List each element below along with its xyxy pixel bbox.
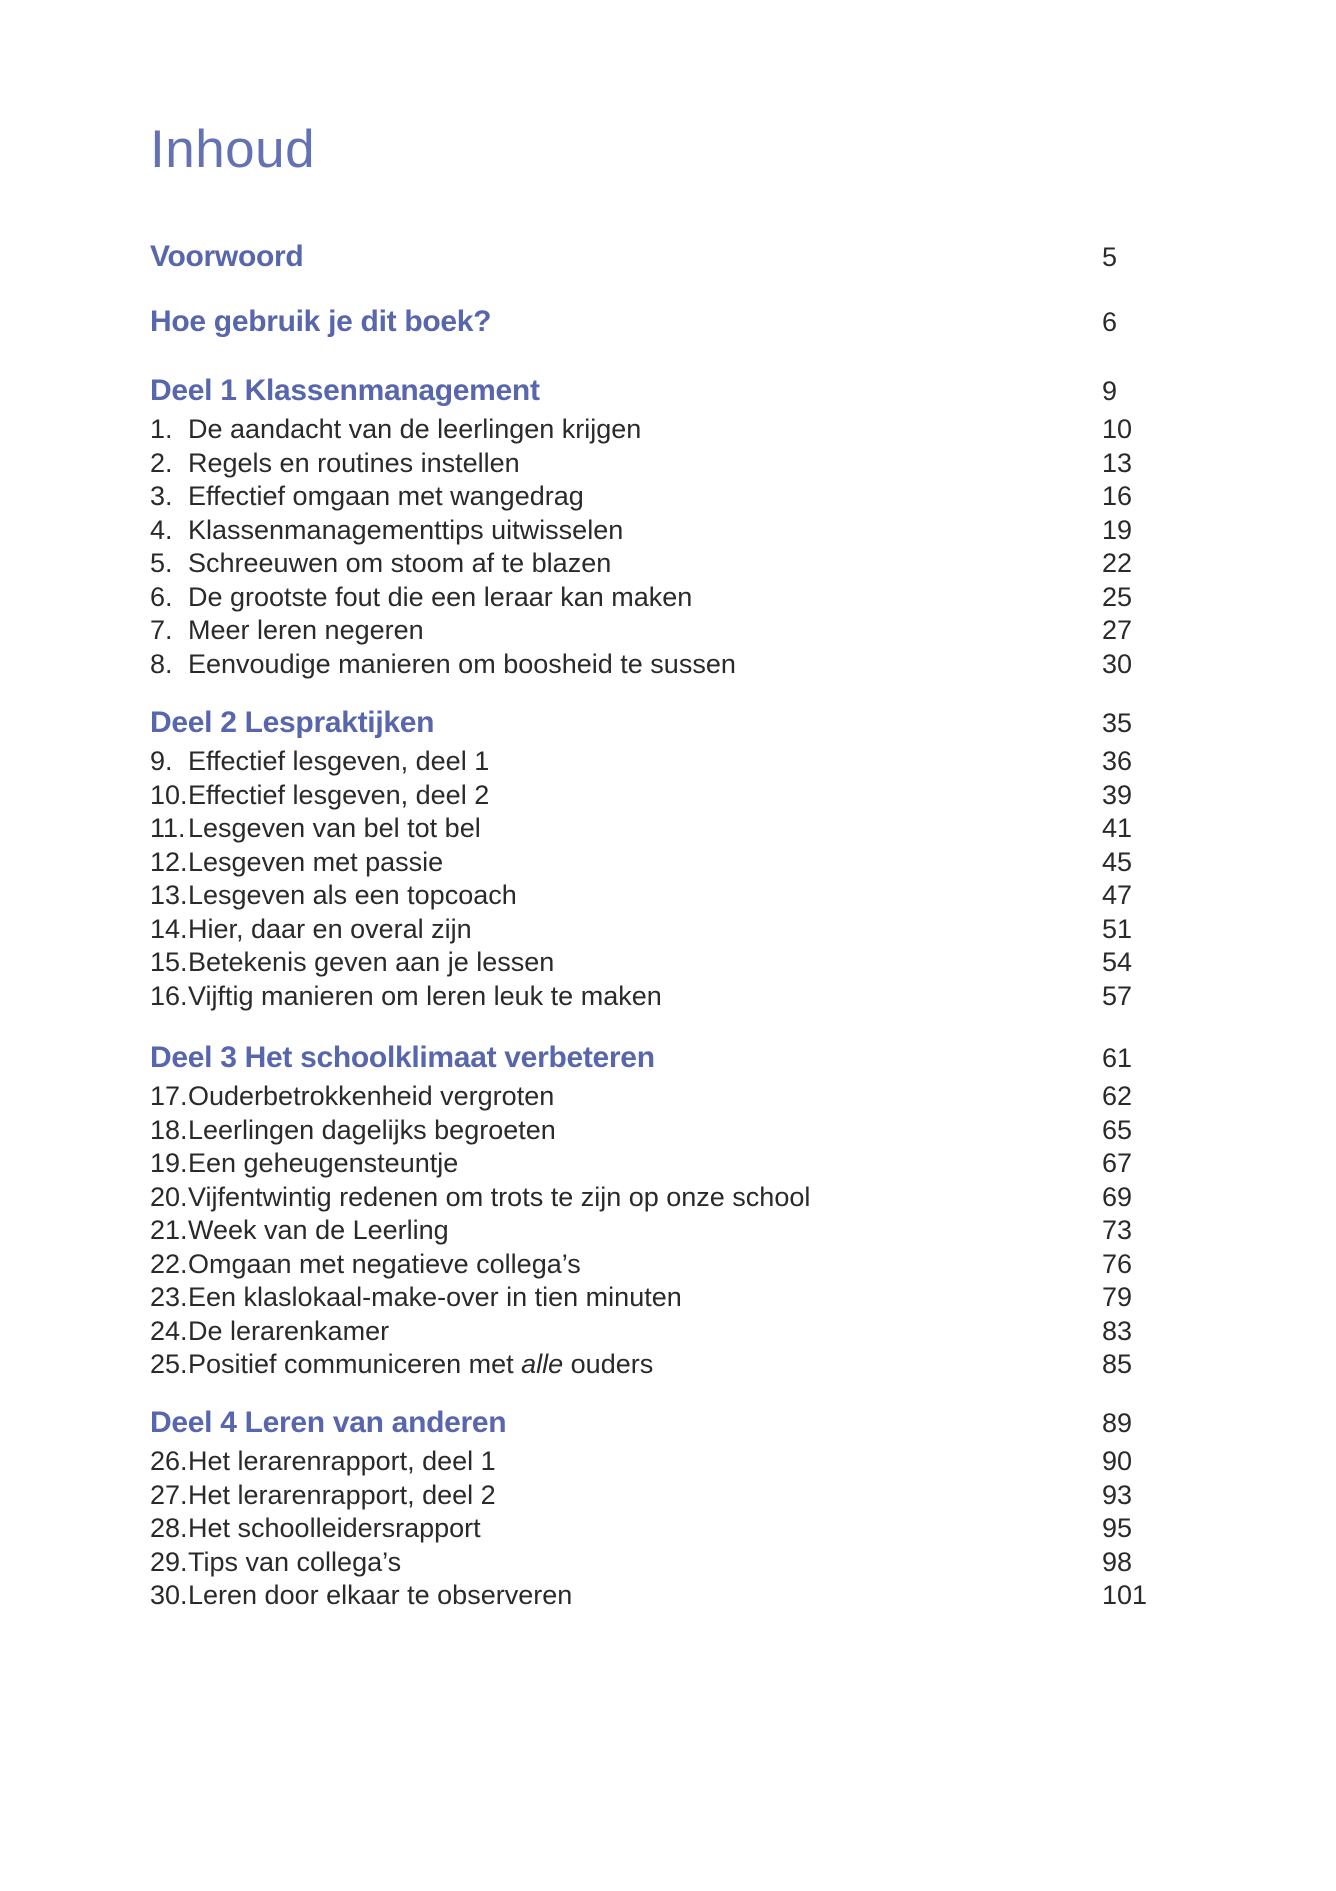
entry-title: Regels en routines instellen bbox=[188, 447, 520, 478]
entry-title: De lerarenkamer bbox=[188, 1315, 390, 1346]
toc-entry bbox=[150, 1579, 1312, 1613]
entry-page-number: 67 bbox=[1102, 1148, 1133, 1178]
entry-page-number: 51 bbox=[1102, 913, 1133, 944]
entry-number: 27. bbox=[150, 1479, 188, 1510]
toc-entry bbox=[150, 946, 1312, 980]
entry-number: 21. bbox=[150, 1215, 188, 1245]
section-heading-row bbox=[150, 704, 1312, 742]
entry-number: 13. bbox=[150, 880, 188, 910]
entry-page-number: 57 bbox=[1102, 980, 1133, 1011]
entry-page-number: 79 bbox=[1102, 1282, 1133, 1312]
entry-number: 12. bbox=[150, 846, 188, 877]
entry-number: 26. bbox=[150, 1446, 188, 1476]
entry-title: Tips van collega’s bbox=[188, 1546, 402, 1577]
toc-entry bbox=[150, 1214, 1312, 1248]
entry-page-number: 62 bbox=[1102, 1081, 1133, 1111]
entry-page-number: 47 bbox=[1102, 880, 1133, 910]
entry-number: 18. bbox=[150, 1114, 188, 1145]
entry-title: De grootste fout die een leraar kan maken bbox=[188, 581, 693, 612]
entry-number: 2. bbox=[150, 447, 173, 478]
toc-section bbox=[150, 1039, 1312, 1382]
toc-entry bbox=[150, 1445, 1312, 1479]
entry-page-number: 54 bbox=[1102, 947, 1133, 977]
entry-page-number: 39 bbox=[1102, 779, 1133, 810]
toc-entry bbox=[150, 745, 1312, 779]
section-heading: Deel 1 Klassenmanagement bbox=[150, 374, 540, 407]
entry-title-suffix: ouders bbox=[563, 1349, 654, 1379]
entry-title: Effectief omgaan met wangedrag bbox=[188, 481, 584, 511]
entry-number: 14. bbox=[150, 913, 188, 944]
entry-title: Effectief lesgeven, deel 2 bbox=[188, 779, 490, 810]
entry-title: Klassenmanagementtips uitwisselen bbox=[188, 514, 624, 545]
entry-page-number: 27 bbox=[1102, 615, 1133, 645]
entry-page-number: 61 bbox=[1102, 1043, 1133, 1073]
entry-title: Vijfentwintig redenen om trots te zijn op onze school bbox=[188, 1181, 811, 1212]
section-heading: Deel 3 Het schoolklimaat verbeteren bbox=[150, 1041, 655, 1074]
entry-title: De aandacht van de leerlingen krijgen bbox=[188, 414, 642, 444]
entry-title: Omgaan met negatieve collega’s bbox=[188, 1248, 581, 1279]
entry-title: Schreeuwen om stoom af te blazen bbox=[188, 548, 612, 578]
entry-number: 8. bbox=[150, 648, 173, 679]
entry-title: Hier, daar en overal zijn bbox=[188, 913, 472, 944]
entry-number: 3. bbox=[150, 481, 173, 511]
entry-number: 16. bbox=[150, 980, 188, 1011]
entry-title: Een geheugensteuntje bbox=[188, 1148, 459, 1178]
entry-title: Lesgeven van bel tot bel bbox=[188, 813, 481, 843]
entry-page-number: 36 bbox=[1102, 746, 1133, 776]
entry-title: Hoe gebruik je dit boek? bbox=[150, 305, 492, 338]
section-heading: Deel 4 Leren van anderen bbox=[150, 1406, 507, 1439]
entry-number: 11. bbox=[150, 813, 186, 843]
toc-entry bbox=[150, 1114, 1312, 1148]
entry-page-number: 69 bbox=[1102, 1181, 1133, 1212]
toc-entry bbox=[150, 846, 1312, 880]
entry-number: 4. bbox=[150, 514, 173, 545]
entry-number: 30. bbox=[150, 1580, 188, 1610]
entry-number: 1. bbox=[150, 414, 173, 444]
entry-number: 22. bbox=[150, 1248, 188, 1279]
toc-entry bbox=[150, 779, 1312, 813]
entry-number: 23. bbox=[150, 1282, 188, 1312]
entry-title: Meer leren negeren bbox=[188, 615, 424, 645]
toc-entry bbox=[150, 480, 1312, 514]
entry-title: Leerlingen dagelijks begroeten bbox=[188, 1114, 556, 1145]
entry-number: 6. bbox=[150, 581, 173, 612]
toc-entry bbox=[150, 913, 1312, 947]
entry-page-number: 101 bbox=[1102, 1580, 1148, 1610]
toc-entry bbox=[150, 514, 1312, 548]
entry-title: Het schoolleidersrapport bbox=[188, 1513, 481, 1543]
toc-section bbox=[150, 1404, 1312, 1613]
entry-title: Ouderbetrokkenheid vergroten bbox=[188, 1081, 555, 1111]
toc-entry bbox=[150, 1181, 1312, 1215]
section-heading-row bbox=[150, 1404, 1312, 1442]
entry-page-number: 93 bbox=[1102, 1479, 1133, 1510]
entry-title-prefix: Positief communiceren met bbox=[188, 1349, 522, 1379]
entry-title: Effectief lesgeven, deel 1 bbox=[188, 746, 490, 776]
entry-page-number: 76 bbox=[1102, 1248, 1133, 1279]
entry-title: Eenvoudige manieren om boosheid te sussen bbox=[188, 648, 736, 679]
toc-section bbox=[150, 372, 1312, 681]
toc-entry bbox=[150, 1248, 1312, 1282]
entry-number: 10. bbox=[150, 779, 188, 810]
entry-title: Lesgeven met passie bbox=[188, 846, 444, 877]
toc-entry bbox=[150, 614, 1312, 648]
entry-title: Lesgeven als een topcoach bbox=[188, 880, 517, 910]
entry-page-number: 6 bbox=[1102, 307, 1118, 337]
toc-entry bbox=[150, 1348, 1312, 1382]
entry-number: 7. bbox=[150, 615, 173, 645]
entry-number: 17. bbox=[150, 1081, 188, 1111]
entry-page-number: 95 bbox=[1102, 1513, 1133, 1543]
toc-entry bbox=[150, 812, 1312, 846]
entry-page-number: 83 bbox=[1102, 1315, 1133, 1346]
entry-title: Vijftig manieren om leren leuk te maken bbox=[188, 980, 662, 1011]
entry-page-number: 98 bbox=[1102, 1546, 1133, 1577]
toc-entry bbox=[150, 240, 1312, 274]
toc-entry bbox=[150, 1281, 1312, 1315]
page-title: Inhoud bbox=[150, 120, 316, 179]
entry-page-number: 19 bbox=[1102, 514, 1133, 545]
toc-entry bbox=[150, 879, 1312, 913]
toc-entry bbox=[150, 1479, 1312, 1513]
section-heading-row bbox=[150, 372, 1312, 410]
entry-title: Het lerarenrapport, deel 2 bbox=[188, 1479, 496, 1510]
entry-page-number: 85 bbox=[1102, 1349, 1133, 1379]
entry-title: Het lerarenrapport, deel 1 bbox=[188, 1446, 496, 1476]
entry-page-number: 16 bbox=[1102, 481, 1133, 511]
toc-entry bbox=[150, 581, 1312, 615]
entry-title: Voorwoord bbox=[150, 240, 304, 273]
entry-number: 25. bbox=[150, 1349, 188, 1379]
entry-page-number: 9 bbox=[1102, 376, 1118, 406]
section-heading-row bbox=[150, 1039, 1312, 1077]
toc-entry bbox=[150, 305, 1312, 339]
entry-page-number: 13 bbox=[1102, 447, 1133, 478]
entry-number: 19. bbox=[150, 1148, 188, 1178]
entry-number: 5. bbox=[150, 548, 173, 578]
toc-entry bbox=[150, 1080, 1312, 1114]
entry-page-number: 10 bbox=[1102, 414, 1133, 444]
entry-title: Een klaslokaal-make-over in tien minuten bbox=[188, 1282, 682, 1312]
entry-page-number: 65 bbox=[1102, 1114, 1133, 1145]
toc-entry bbox=[150, 1315, 1312, 1349]
entry-number: 15. bbox=[150, 947, 188, 977]
entry-title-italic: alle bbox=[521, 1349, 564, 1379]
entry-number: 20. bbox=[150, 1181, 188, 1212]
entry-page-number: 45 bbox=[1102, 846, 1133, 877]
entry-number: 9. bbox=[150, 746, 173, 776]
entry-page-number: 30 bbox=[1102, 648, 1133, 679]
entry-title: Leren door elkaar te observeren bbox=[188, 1580, 573, 1610]
entry-page-number: 41 bbox=[1102, 813, 1133, 843]
entry-page-number: 22 bbox=[1102, 548, 1133, 578]
toc-entry bbox=[150, 413, 1312, 447]
entry-title: Week van de Leerling bbox=[188, 1215, 449, 1245]
toc-entry bbox=[150, 1512, 1312, 1546]
section-heading: Deel 2 Lespraktijken bbox=[150, 706, 435, 739]
toc-entry bbox=[150, 980, 1312, 1014]
entry-title bbox=[188, 1348, 1102, 1382]
entry-title: Betekenis geven aan je lessen bbox=[188, 947, 555, 977]
entry-page-number: 90 bbox=[1102, 1446, 1133, 1476]
entry-page-number: 5 bbox=[1102, 242, 1118, 272]
entry-page-number: 25 bbox=[1102, 581, 1133, 612]
entry-number: 28. bbox=[150, 1513, 188, 1543]
entry-number: 24. bbox=[150, 1315, 188, 1346]
toc-entry bbox=[150, 648, 1312, 682]
entry-page-number: 89 bbox=[1102, 1408, 1133, 1438]
toc-entry bbox=[150, 547, 1312, 581]
entry-page-number: 35 bbox=[1102, 708, 1133, 738]
toc-entry bbox=[150, 447, 1312, 481]
entry-page-number: 73 bbox=[1102, 1215, 1133, 1245]
toc-entry bbox=[150, 1147, 1312, 1181]
entry-number: 29. bbox=[150, 1546, 188, 1577]
toc-section bbox=[150, 704, 1312, 1013]
toc-entry bbox=[150, 1546, 1312, 1580]
